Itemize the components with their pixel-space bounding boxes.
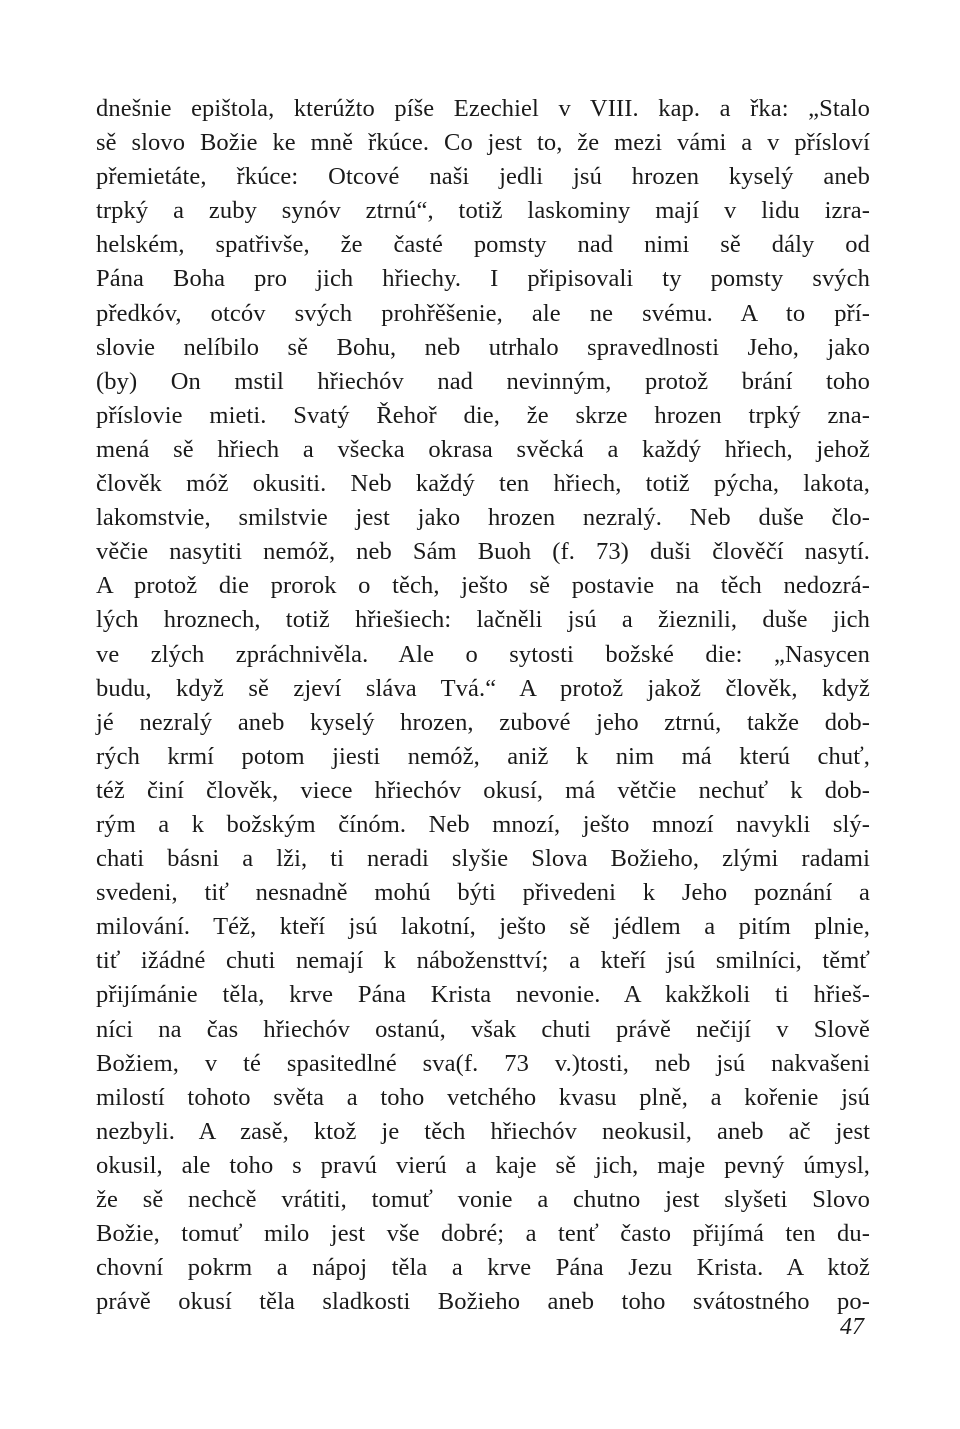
text-line: milování. Též, kteří jsú lakotní, ješto sě jédlem a pitím plnie, [96, 913, 870, 941]
text-line: nezbyli. A zasě, ktož je těch hřiechóv neokusil, aneb ač jest [96, 1117, 870, 1145]
page-number: 47 [840, 1314, 864, 1340]
text-line: že sě nechcě vrátiti, tomuť vonie a chutno jest slyšeti Slovo [96, 1186, 870, 1213]
text-line: rým a k božským čínóm. Neb mnozí, ješto mnozí navykli slý- [96, 810, 870, 838]
text-line: lých hroznech, totiž hřiešiech: lačněli jsú a žieznili, duše jich [96, 606, 870, 634]
text-line: okusil, ale toho s pravú vierú a kaje sě jich, maje pevný úmysl, [96, 1151, 870, 1179]
text-line: tiť ižádné chuti nemají k nábožensttví; a kteří jsú smilníci, těmť [96, 947, 870, 975]
text-line: přemietáte, řkúce: Otcové naši jedli jsú hrozen kyselý aneb [96, 163, 870, 191]
text-line: svedeni, tiť nesnadně mohú býti přivedeni k Jeho poznání a [96, 879, 870, 907]
text-line: lakomstvie, smilstvie jest jako hrozen nezralý. Neb duše člo- [96, 504, 870, 532]
text-line: sě slovo Božie ke mně řkúce. Co jest to, že mezi vámi a v přísloví [96, 129, 870, 157]
text-line: rých krmí potom jiesti nemóž, aniž k nim má kterú chuť, [96, 742, 870, 770]
text-line: Božie, tomuť milo jest vše dobré; a tenť často přijímá ten du- [96, 1220, 870, 1248]
text-line: níci na čas hřiechóv ostanú, však chuti právě nečijí v Slově [96, 1015, 870, 1043]
text-line: trpký a zuby synóv ztrnú“, totiž laskominy mají v lidu izra- [96, 197, 870, 225]
text-line: přijímánie těla, krve Pána Krista nevonie. A kakžkoli ti hřieš- [96, 981, 870, 1009]
text-line: milostí tohoto světa a toho vetchého kvasu plně, a kořenie jsú [96, 1083, 870, 1111]
text-line: slovie nelíbilo sě Bohu, neb utrhalo spravedlnosti Jeho, jako [96, 333, 870, 361]
text-line: dnešnie epištola, kterúžto píše Ezechiel v VIII. kap. a řka: „Stalo [96, 95, 870, 122]
text-line: Pána Boha pro jich hřiechy. I připisovali ty pomsty svých [96, 265, 870, 293]
page-text-block [96, 92, 870, 1319]
text-line: věčie nasytiti nemóž, neb Sám Buoh (f. 73) duši člověčí nasytí. [96, 538, 870, 566]
text-line: též činí člověk, viece hřiechóv okusí, má větčie nechuť k dob- [96, 776, 870, 804]
text-line: ve zlých zpráchnivěla. Ale o sytosti božské die: „Nasycen [96, 640, 870, 668]
text-line: (by) On mstil hřiechóv nad nevinným, protož brání toho [96, 367, 870, 395]
text-line: budu, když sě zjeví sláva Tvá.“ A protož jakož člověk, když [96, 674, 870, 702]
text-line: helském, spatřivše, že časté pomsty nad nimi sě dály od [96, 231, 870, 259]
text-line: předkóv, otcóv svých prohřěšenie, ale ne svému. A to pří- [96, 299, 870, 327]
text-line: jé nezralý aneb kyselý hrozen, zubové jeho ztrnú, takže dob- [96, 708, 870, 736]
text-line: chovní pokrm a nápoj těla a krve Pána Jezu Krista. A ktož [96, 1254, 870, 1282]
text-line: člověk móž okusiti. Neb každý ten hřiech, totiž pýcha, lakota, [96, 470, 870, 498]
text-line: právě okusí těla sladkosti Božieho aneb toho svátostného po- [96, 1288, 870, 1316]
text-line: Božiem, v té spasitedlné sva(f. 73 v.)tosti, neb jsú nakvašeni [96, 1049, 870, 1077]
text-line: mená sě hřiech a všecka okrasa svěcká a každý hřiech, jehož [96, 435, 870, 463]
text-line: příslovie mieti. Svatý Řehoř die, že skrze hrozen trpký zna- [96, 401, 870, 429]
text-line: chati básni a lži, ti neradi slyšie Slova Božieho, zlými radami [96, 845, 870, 873]
text-line: A protož die prorok o těch, ješto sě postavie na těch nedozrá- [96, 572, 870, 600]
